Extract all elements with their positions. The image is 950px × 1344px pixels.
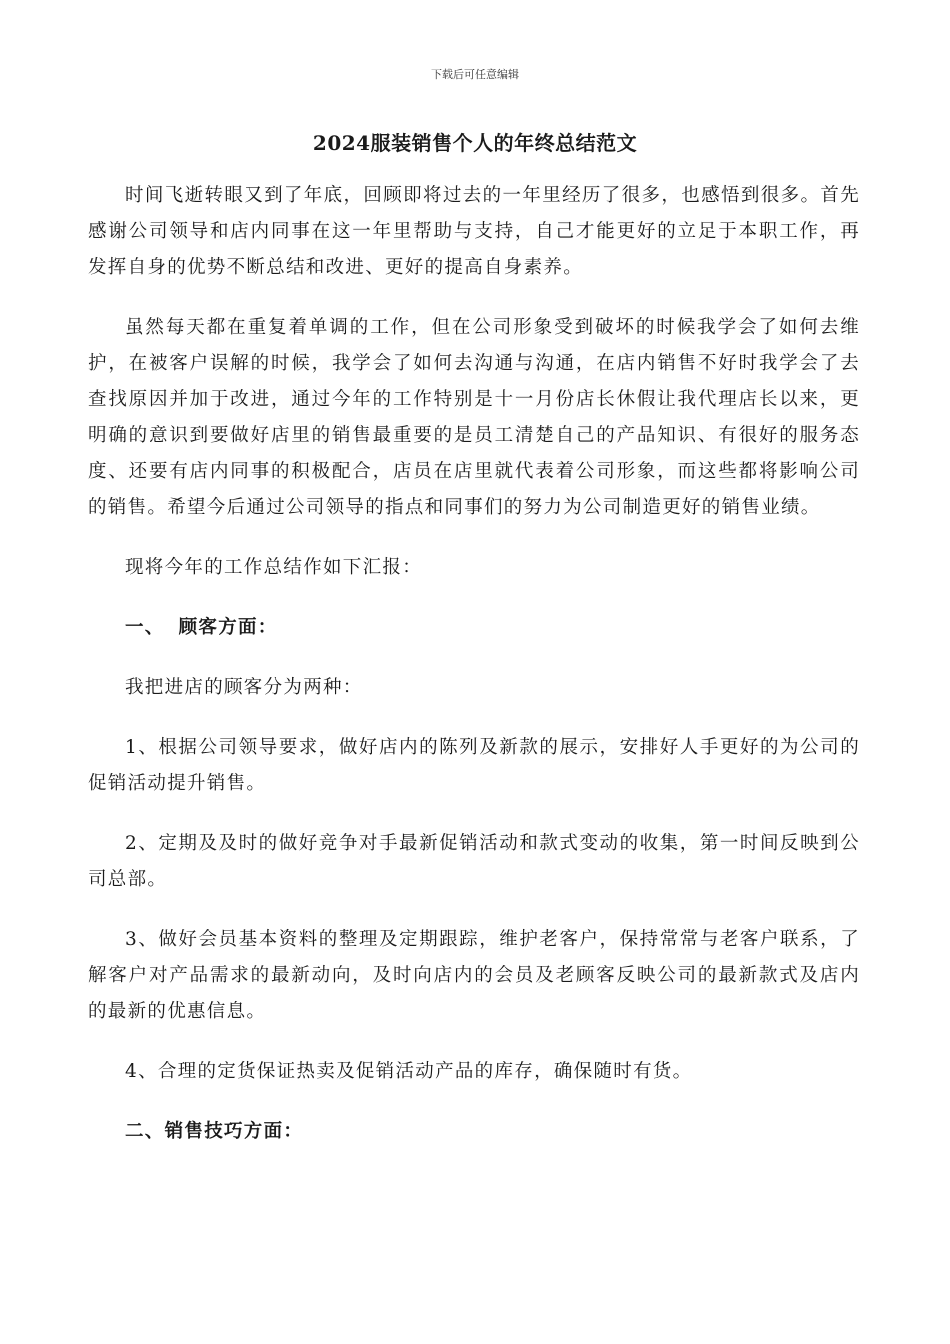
- intro-paragraph-3: 现将今年的工作总结作如下汇报：: [125, 557, 423, 578]
- intro-paragraph-2: 虽然每天都在重复着单调的工作，但在公司形象受到破坏的时候我学会了如何去维护，在被客户误解的时候，我学会了如何去沟通与沟通，在店内销售不好时我学会了去查找原因并加于改进，通过今年的工作特别是十一月份店长休假让我代理店长以来，更明确的意识到要做好店里的销售最重要的是员工清楚自己的产品知识、有很好的服务态度、还要有店内同事的积极配合，店员在店里就代表着公司形象，而这些都将影响公司的销售。希望今后通过公司领导的指点和同事们的努力为公司制造更好的销售业绩。: [88, 317, 860, 518]
- section-1-number: 一、: [125, 617, 165, 638]
- section-1-heading: [88, 610, 860, 646]
- section-2-heading: 二、销售技巧方面：: [125, 1121, 304, 1142]
- section-1-item-3: 3、做好会员基本资料的整理及定期跟踪，维护老客户，保持常常与老客户联系，了解客户对产品需求的最新动向，及时向店内的会员及老顾客反映公司的最新款式及店内的最新的优惠信息。: [88, 929, 860, 1022]
- section-1-intro: 我把进店的顾客分为两种：: [125, 677, 363, 698]
- document-title: 2024服装销售个人的年终总结范文: [312, 131, 638, 155]
- section-1-item-2: 2、定期及及时的做好竞争对手最新促销活动和款式变动的收集，第一时间反映到公司总部。: [88, 833, 860, 890]
- document-body: [88, 178, 860, 1174]
- section-1-title: 顾客方面：: [178, 617, 278, 638]
- intro-paragraph-1: 时间飞逝转眼又到了年底，回顾即将过去的一年里经历了很多，也感悟到很多。首先感谢公司领导和店内同事在这一年里帮助与支持，自己才能更好的立足于本职工作，再发挥自身的优势不断总结和改进、更好的提高自身素养。: [88, 185, 860, 278]
- section-1-item-4: 4、合理的定货保证热卖及促销活动产品的库存，确保随时有货。: [125, 1061, 693, 1082]
- section-1-item-1: 1、根据公司领导要求，做好店内的陈列及新款的展示，安排好人手更好的为公司的促销活动提升销售。: [88, 737, 860, 794]
- header-note: 下载后可任意编辑: [431, 68, 519, 81]
